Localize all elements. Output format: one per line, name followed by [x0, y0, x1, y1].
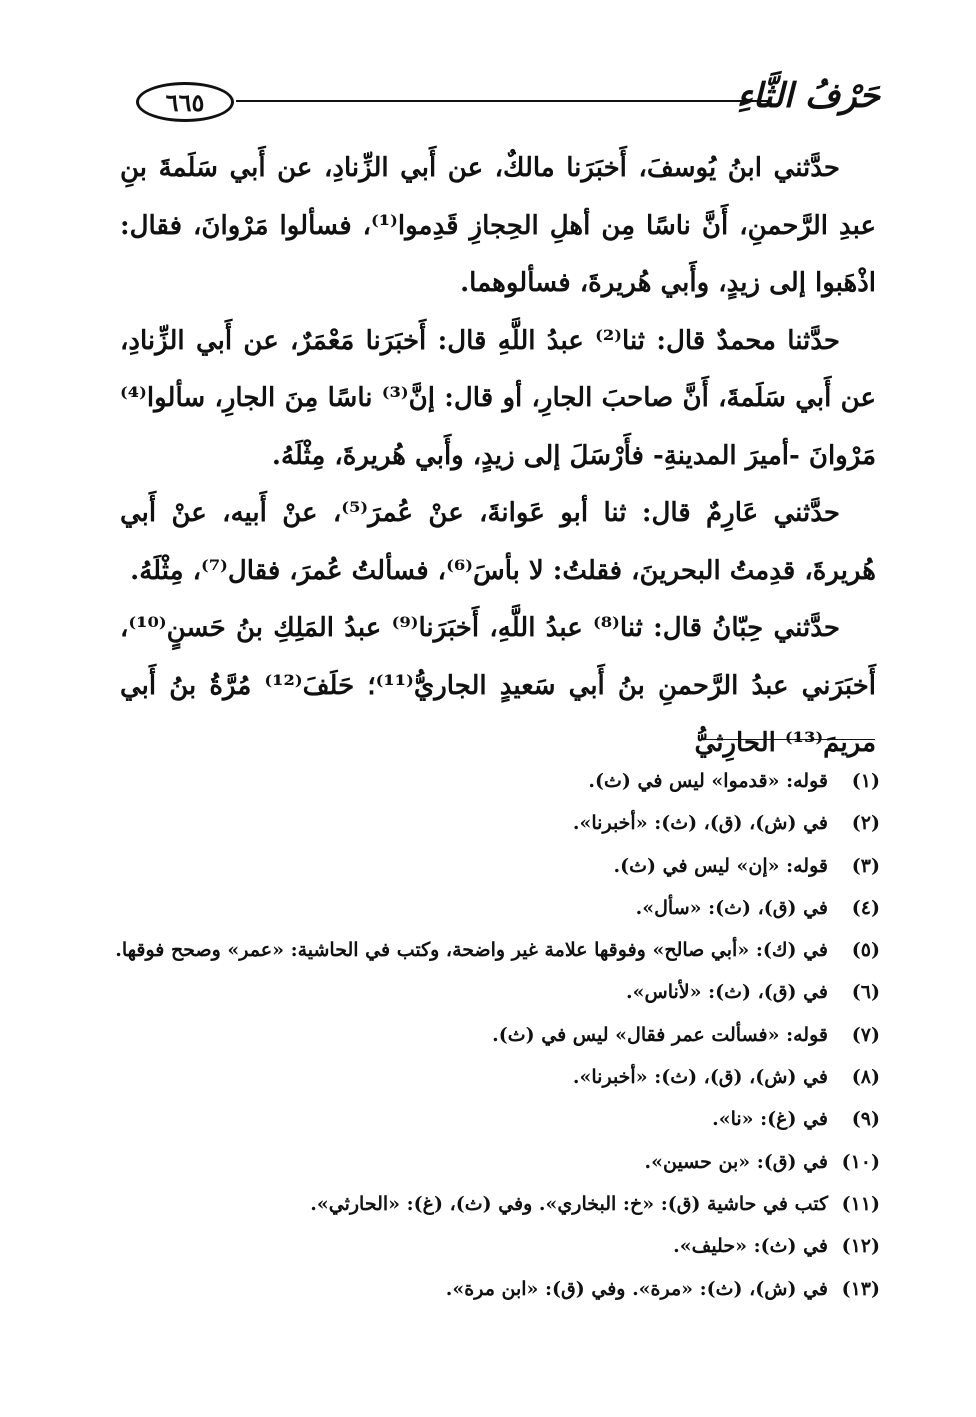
footnote-text: في (ق)، (ث): «لأناس». — [626, 981, 828, 1004]
footnote-text: في (ك): «أبي صالح» وفوقها علامة غير واضحة، وكتب في الحاشية: «عمر» وصحح فوقها. — [115, 939, 828, 962]
paragraph: حدَّثنا محمدٌ قال: ثنا⁽²⁾ عبدُ اللَّهِ قال: أَخبَرَنا مَعْمَرٌ، عن أَبي الزِّنادِ، عن أَبي سَلَمةَ، أَنَّ صاحبَ الجارِ، أو قال: إنَّ⁽³⁾ ناسًا مِنَ الجارِ، سألوا⁽⁴⁾ مَرْوانَ -أميرَ المدينةِ- فأَرْسَلَ إلى زيدٍ، وأَبي هُريرةَ، مِثْلَهُ. — [120, 325, 876, 471]
footnote — [100, 802, 880, 844]
footnote — [100, 1014, 880, 1056]
footnote-text: في (ش)، (ق)، (ث): «أخبرنا». — [572, 1066, 828, 1089]
footnote — [100, 1141, 880, 1183]
footnote-text: كتب في حاشية (ق): «خ: البخاري». وفي (ث)، (غ): «الحارثي». — [310, 1192, 828, 1215]
footnote-number: (٧) — [851, 1023, 880, 1046]
footnote-number: (١٣) — [841, 1277, 880, 1300]
footnote — [100, 1098, 880, 1140]
page-number: ٦٦٥ — [165, 87, 205, 117]
footnote — [100, 1183, 880, 1225]
footnote — [100, 1056, 880, 1098]
footnote-text: في (ش)، (ث): «مرة». وفي (ق): «ابن مرة». — [445, 1277, 828, 1300]
running-header — [120, 72, 880, 126]
main-text — [120, 140, 876, 773]
page-number-badge — [136, 82, 234, 122]
footnote — [100, 845, 880, 887]
footnote — [100, 887, 880, 929]
footnote — [100, 929, 880, 971]
footnote-separator — [700, 739, 875, 740]
footnote-number: (١) — [851, 770, 880, 792]
footnote-text: قوله: «إن» ليس في (ث). — [613, 854, 828, 877]
footnote — [100, 971, 880, 1013]
footnote-text: قوله: «قدموا» ليس في (ث). — [588, 770, 828, 792]
paragraph: حدَّثني ابنُ يُوسفَ، أَخبَرَنا مالكٌ، عن أَبي الزِّنادِ، عن أَبي سَلَمةَ بنِ عبدِ الرَّحمنِ، أَنَّ ناسًا مِن أهلِ الحِجازِ قَدِموا⁽¹⁾، فسألوا مَرْوانَ، فقال: اذْهَبوا إلى زيدٍ، وأَبي هُريرةَ، فسألوهما. — [120, 153, 876, 298]
footnote-number: (٨) — [851, 1066, 880, 1089]
footnote-text: في (ش)، (ق)، (ث): «أخبرنا». — [572, 812, 828, 835]
footnote-number: (٢) — [851, 812, 880, 835]
footnotes — [100, 760, 880, 1310]
footnote-text: في (ق)، (ث): «سأل». — [635, 896, 828, 919]
footnote-text: في (غ): «نا». — [712, 1108, 828, 1131]
header-rule — [236, 100, 768, 102]
footnote-text: في (ق): «بن حسين». — [644, 1150, 828, 1173]
footnote-number: (١٠) — [841, 1150, 880, 1173]
footnote-number: (١٢) — [841, 1235, 880, 1258]
footnote-text: قوله: «فسألت عمر فقال» ليس في (ث). — [492, 1023, 828, 1046]
paragraph: حدَّثني حِبّانُ قال: ثنا⁽⁸⁾ عبدُ اللَّهِ، أَخبَرَنا⁽⁹⁾ عبدُ المَلِكِ بنُ حَسنٍ⁽¹⁰⁾، أَخبَرَني عبدُ الرَّحمنِ بنُ أَبي سَعيدٍ الجاريُّ⁽¹¹⁾؛ حَلَفَ⁽¹²⁾ مُرَّةُ بنُ أَبي مريمَ⁽¹³⁾ الحارِثيُّ — [120, 613, 876, 758]
footnote-number: (٦) — [851, 981, 880, 1004]
footnote-number: (١١) — [841, 1192, 880, 1215]
footnote — [100, 1225, 880, 1267]
footnote-number: (٩) — [851, 1108, 880, 1131]
footnote — [100, 1268, 880, 1310]
footnote-number: (٥) — [851, 939, 880, 962]
footnote — [100, 760, 880, 802]
footnote-text: في (ث): «حليف». — [673, 1235, 828, 1258]
chapter-title: حَرْفُ الثَّاءِ — [736, 76, 880, 116]
footnote-number: (٣) — [851, 854, 880, 877]
paragraph: حدَّثني عَارِمٌ قال: ثنا أبو عَوانةَ، عنْ عُمرَ⁽⁵⁾، عنْ أَبيه، عنْ أَبي هُريرةَ، قدِمتُ البحرينَ، فقلتُ: لا بأسَ⁽⁶⁾، فسألتُ عُمرَ، فقال⁽⁷⁾، مِثْلَهُ. — [120, 498, 876, 586]
footnote-number: (٤) — [851, 896, 880, 919]
